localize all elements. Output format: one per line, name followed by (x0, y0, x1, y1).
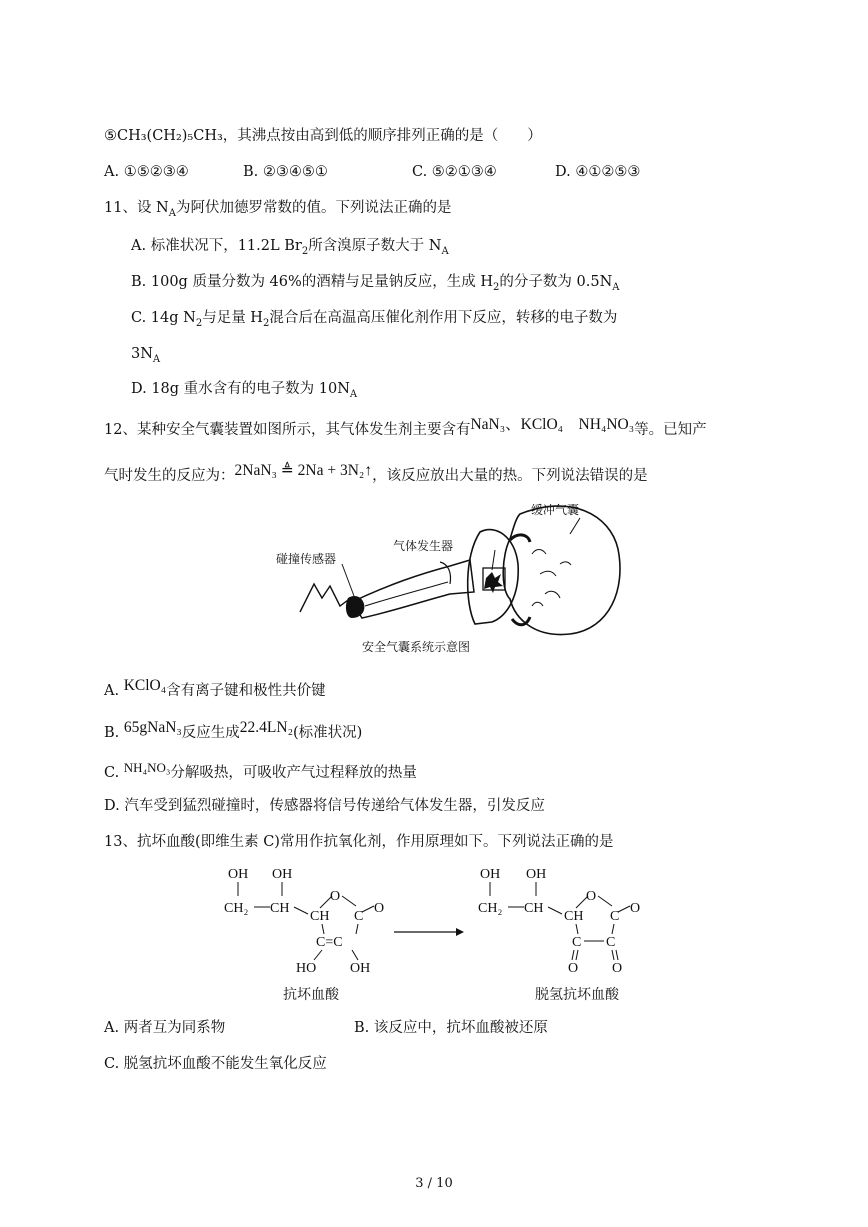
sensor-label: 碰撞传感器 (276, 552, 337, 566)
right-o1: O (568, 961, 579, 976)
left-carbonyl-o: O (374, 901, 385, 916)
q12-option-a: A. KClO₄含有离子键和极性共价键 (104, 677, 326, 699)
q12-option-b: B. 65gNaN₃反应生成22.4LN₂(标准状况) (104, 719, 363, 741)
q10-option-b: B. ②③④⑤① (243, 164, 328, 180)
right-ring-ch: CH (564, 909, 584, 924)
cushion-label: 缓冲气囊 (531, 503, 580, 517)
cushion-bag-shape (503, 506, 620, 634)
q11-option-d: D. 18g 重水含有的电子数为 $10N_A$ (131, 381, 358, 400)
q13-option-c: C. 脱氢抗坏血酸不能发生氧化反应 (104, 1056, 327, 1072)
q13-option-a: A. 两者互为同系物 (104, 1020, 226, 1036)
left-ho: HO (296, 961, 317, 976)
q10-tail-text: ⑤CH₃(CH₂)₅CH₃，其沸点按由高到低的顺序排列正确的是（ ） (104, 128, 542, 144)
left-caption: 抗坏血酸 (283, 987, 339, 1003)
left-ch2: CH₂ (224, 901, 249, 916)
left-cc: C=C (316, 935, 343, 950)
right-oh2: OH (526, 867, 547, 882)
q12-option-c: C. NH₄NO₃分解吸热，可吸收产气过程释放的热量 (104, 760, 417, 781)
airbag-diagram (270, 494, 650, 654)
left-oh2: OH (272, 867, 293, 882)
right-c1: C (572, 935, 582, 950)
generator-label: 气体发生器 (393, 539, 454, 553)
q13-option-b: B. 该反应中，抗坏血酸被还原 (354, 1020, 548, 1036)
left-oh3: OH (350, 961, 371, 976)
left-ch: CH (270, 901, 290, 916)
right-caption: 脱氢抗坏血酸 (535, 987, 619, 1003)
left-oh1: OH (228, 867, 249, 882)
left-ring-ch: CH (310, 909, 330, 924)
figure-caption: 安全气囊系统示意图 (362, 640, 471, 654)
right-c2: C (606, 935, 616, 950)
right-carbonyl-o: O (630, 901, 641, 916)
q11-option-c-cont: $3N_A$ (131, 346, 161, 365)
q13-stem: 13、抗坏血酸(即维生素 C)常用作抗氧化剂，作用原理如下。下列说法正确的是 (104, 834, 614, 850)
right-ring-o: O (586, 889, 597, 904)
page-number: 3 / 10 (415, 1176, 453, 1191)
q10-option-d: D. ④①②⑤③ (555, 164, 641, 180)
q12-stem-line1: 12、某种安全气囊装置如图所示，其气体发生剂主要含有NaN₃、KClO₄ NH₄NO₃等。已知产 (104, 416, 707, 438)
q12-stem-line2: 气时发生的反应为：2NaN₃ ≜ 2Na + 3N₂↑，该反应放出大量的热。下列说法错误的是 (104, 462, 648, 484)
right-oh1: OH (480, 867, 501, 882)
right-ch2: CH₂ (478, 901, 503, 916)
q11-option-a: A. 标准状况下，11.2L $Br_2$所含溴原子数大于 $N_A$ (131, 238, 449, 257)
q11-option-b: B. 100g 质量分数为 46%的酒精与足量钠反应，生成 $H_2$的分子数为 $0.5N_A$ (131, 274, 620, 293)
q11-option-c: C. 14g $N_2$与足量 $H_2$混合后在高温高压催化剂作用下反应，转移的电子数为 (131, 310, 618, 329)
q10-option-c: C. ⑤②①③④ (412, 164, 497, 180)
ascorbic-acid-structures (210, 860, 670, 980)
q10-tail (104, 126, 542, 146)
q10-option-a: A. ①⑤②③④ (104, 164, 189, 180)
right-ch: CH (524, 901, 544, 916)
right-c-carbonyl: C (610, 909, 620, 924)
q11-stem: 11、设 $N_A$为阿伏加德罗常数的值。下列说法正确的是 (104, 200, 452, 219)
q12-option-d: D. 汽车受到猛烈碰撞时，传感器将信号传递给气体发生器，引发反应 (104, 798, 545, 814)
right-o2: O (612, 961, 623, 976)
left-ring-o: O (330, 889, 341, 904)
left-c-carbonyl: C (354, 909, 364, 924)
